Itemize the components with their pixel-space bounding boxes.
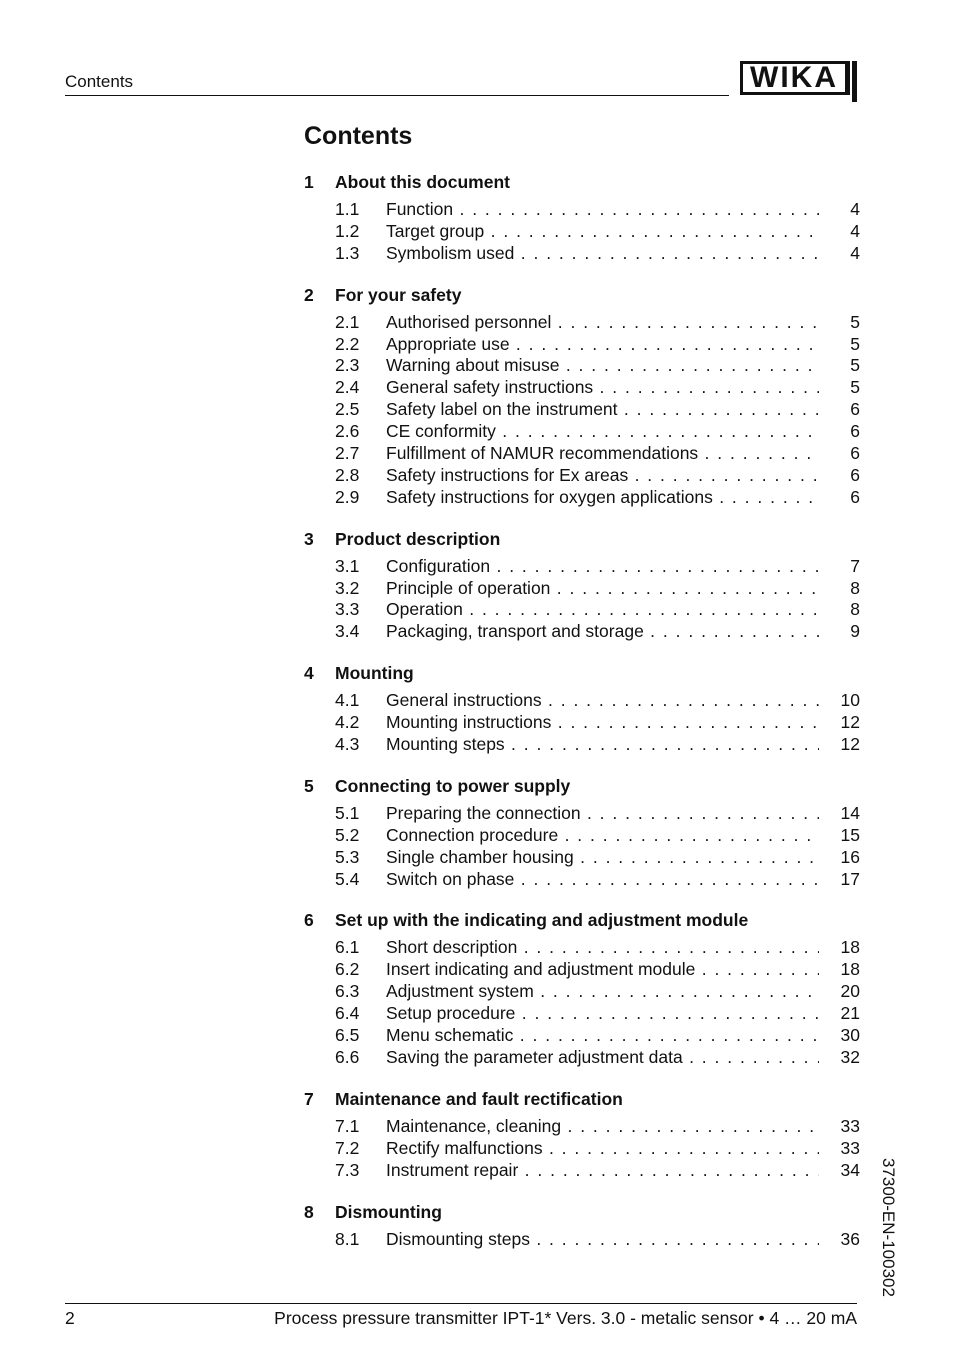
toc-entry-title: Operation . . . <box>386 599 819 621</box>
toc-entry-number: 2.7 <box>335 443 360 464</box>
footer-document-title: Process pressure transmitter IPT-1* Vers. 3.0 - metalic sensor • 4 … 20 mA <box>274 1308 857 1328</box>
toc-entry[interactable] <box>304 1025 860 1047</box>
toc-entry-title: Packaging, transport and storage . . . <box>386 621 819 643</box>
wika-logo-bar <box>852 61 857 102</box>
toc-entry-title: Switch on phase . . . <box>386 869 819 891</box>
toc-entry-number: 6.1 <box>335 937 360 958</box>
toc-entry[interactable] <box>304 377 860 399</box>
toc-entry-title: Instrument repair . . . <box>386 1160 819 1182</box>
toc-entry-title: Mounting steps . . . <box>386 734 819 756</box>
toc-entry-title: Menu schematic . . . <box>386 1025 819 1047</box>
toc-entry[interactable] <box>304 199 860 221</box>
toc-entry-number: 6.5 <box>335 1025 360 1046</box>
toc-entry-number: 2.1 <box>335 311 360 332</box>
toc-section-title: Maintenance and fault rectification <box>335 1088 623 1109</box>
toc-entry-title: CE conformity . . . <box>386 421 819 443</box>
toc-section-title: Connecting to power supply <box>335 775 571 796</box>
toc-entry-number: 3.3 <box>335 599 360 620</box>
toc-entry-page: 34 <box>840 1159 860 1180</box>
toc-entry-page: 33 <box>840 1137 860 1158</box>
toc-entry[interactable] <box>304 869 860 891</box>
toc-entry[interactable] <box>304 690 860 712</box>
toc-section-heading[interactable] <box>304 662 860 684</box>
toc-entry[interactable] <box>304 243 860 265</box>
toc-section-number: 7 <box>304 1088 314 1109</box>
toc-entry-title: General safety instructions . . . <box>386 377 819 399</box>
toc-entry-page: 4 <box>850 199 860 219</box>
toc-entry-title: Adjustment system . . . <box>386 981 819 1003</box>
toc-entry-title: Symbolism used . . . <box>386 243 819 265</box>
toc-section <box>304 284 860 509</box>
toc-section <box>304 909 860 1068</box>
toc-entry-number: 4.2 <box>335 712 360 733</box>
toc-section-heading[interactable] <box>304 1088 860 1110</box>
toc-entry[interactable] <box>304 959 860 981</box>
toc-section-number: 2 <box>304 284 314 305</box>
toc-entry[interactable] <box>304 1047 860 1069</box>
toc-section <box>304 1088 860 1182</box>
table-of-contents <box>304 171 860 1269</box>
toc-entry-page: 4 <box>850 220 860 241</box>
toc-entry-page: 5 <box>850 333 860 354</box>
toc-section-heading[interactable] <box>304 171 860 193</box>
toc-section <box>304 171 860 265</box>
toc-entry[interactable] <box>304 443 860 465</box>
toc-entry-page: 6 <box>850 443 860 464</box>
toc-section-title: Mounting <box>335 663 414 684</box>
toc-entry-number: 6.6 <box>335 1046 360 1067</box>
toc-entry-page: 6 <box>850 486 860 507</box>
toc-entry-page: 20 <box>840 981 860 1002</box>
toc-entry-number: 2.9 <box>335 486 360 507</box>
toc-entry-page: 6 <box>850 421 860 442</box>
toc-entry[interactable] <box>304 355 860 377</box>
toc-entry[interactable] <box>304 312 860 334</box>
wika-logo: WIKA <box>740 61 850 95</box>
toc-section-title: Product description <box>335 528 501 549</box>
toc-entry[interactable] <box>304 421 860 443</box>
toc-entry-title: General instructions . . . <box>386 690 819 712</box>
toc-entry[interactable] <box>304 399 860 421</box>
toc-section-number: 8 <box>304 1201 314 1222</box>
toc-entry-number: 2.8 <box>335 464 360 485</box>
toc-entry-number: 2.4 <box>335 377 360 398</box>
toc-entry[interactable] <box>304 556 860 578</box>
footer-page-number: 2 <box>65 1308 75 1328</box>
toc-entry-page: 5 <box>850 377 860 398</box>
toc-entry-number: 7.2 <box>335 1137 360 1158</box>
toc-entry[interactable] <box>304 981 860 1003</box>
toc-entry-number: 6.4 <box>335 1003 360 1024</box>
header-rule <box>65 95 729 96</box>
toc-entry-title: Dismounting steps . . . <box>386 1229 819 1251</box>
toc-entry[interactable] <box>304 1138 860 1160</box>
toc-entry-page: 8 <box>850 599 860 620</box>
toc-entry[interactable] <box>304 1003 860 1025</box>
toc-section-title: Set up with the indicating and adjustment module <box>335 910 749 931</box>
toc-section-number: 6 <box>304 910 314 931</box>
toc-section-number: 4 <box>304 663 314 684</box>
toc-section <box>304 528 860 644</box>
page-title: Contents <box>304 122 413 150</box>
toc-entry-title: Short description . . . <box>386 937 819 959</box>
toc-entry[interactable] <box>304 599 860 621</box>
toc-entry-number: 5.3 <box>335 846 360 867</box>
footer-rule <box>65 1303 857 1304</box>
toc-entry-title: Single chamber housing . . . <box>386 847 819 869</box>
toc-entry-title: Maintenance, cleaning . . . <box>386 1116 819 1138</box>
toc-section-heading[interactable] <box>304 1201 860 1223</box>
toc-section <box>304 775 860 891</box>
toc-section-heading[interactable] <box>304 909 860 931</box>
toc-entry-title: Warning about misuse . . . <box>386 355 819 377</box>
toc-entry-page: 7 <box>850 555 860 576</box>
toc-entry-title: Safety label on the instrument . . . <box>386 399 819 421</box>
toc-entry-page: 36 <box>840 1228 860 1249</box>
toc-entry-number: 4.3 <box>335 734 360 755</box>
toc-entry-page: 6 <box>850 399 860 420</box>
toc-entry[interactable] <box>304 1229 860 1251</box>
toc-entry-page: 5 <box>850 355 860 376</box>
toc-entry-page: 5 <box>850 311 860 332</box>
toc-entry-number: 2.3 <box>335 355 360 376</box>
toc-section-number: 5 <box>304 775 314 796</box>
toc-entry-title: Saving the parameter adjustment data . . . <box>386 1047 819 1069</box>
toc-section-heading[interactable] <box>304 528 860 550</box>
toc-entry-number: 5.4 <box>335 868 360 889</box>
toc-entry-title: Mounting instructions . . . <box>386 712 819 734</box>
toc-entry-page: 8 <box>850 577 860 598</box>
toc-entry-page: 30 <box>840 1025 860 1046</box>
toc-entry[interactable] <box>304 937 860 959</box>
toc-section-number: 1 <box>304 172 314 192</box>
toc-entry-title: Rectify malfunctions . . . <box>386 1138 819 1160</box>
toc-entry-number: 6.3 <box>335 981 360 1002</box>
toc-entry-title: Safety instructions for oxygen applications . . . <box>386 487 819 509</box>
running-header-label: Contents <box>65 72 134 91</box>
toc-entry-page: 33 <box>840 1115 860 1136</box>
toc-entry-page: 21 <box>840 1003 860 1024</box>
toc-entry-title: Principle of operation . . . <box>386 578 819 600</box>
toc-entry-number: 8.1 <box>335 1228 360 1249</box>
document-code: 37300-EN-100302 <box>879 1158 898 1297</box>
toc-section <box>304 1201 860 1251</box>
toc-entry-number: 7.3 <box>335 1159 360 1180</box>
toc-entry-title: Appropriate use . . . <box>386 334 819 356</box>
toc-section-heading[interactable] <box>304 284 860 306</box>
toc-entry-number: 4.1 <box>335 690 360 711</box>
toc-entry-page: 9 <box>850 621 860 642</box>
toc-entry-page: 6 <box>850 464 860 485</box>
toc-section-heading[interactable] <box>304 775 860 797</box>
toc-entry-title: Configuration . . . <box>386 556 819 578</box>
toc-entry[interactable] <box>304 465 860 487</box>
toc-entry-page: 18 <box>840 959 860 980</box>
toc-section-title: Dismounting <box>335 1201 442 1222</box>
toc-entry-page: 18 <box>840 937 860 958</box>
toc-entry-page: 14 <box>840 802 860 823</box>
toc-entry-number: 5.1 <box>335 802 360 823</box>
toc-entry[interactable] <box>304 221 860 243</box>
toc-entry[interactable] <box>304 1116 860 1138</box>
toc-entry[interactable] <box>304 734 860 756</box>
toc-entry[interactable] <box>304 712 860 734</box>
toc-entry[interactable] <box>304 621 860 643</box>
toc-section-title: About this document <box>335 172 510 192</box>
toc-section-title: For your safety <box>335 284 462 305</box>
toc-entry-page: 16 <box>840 846 860 867</box>
toc-entry-number: 1.2 <box>335 220 360 241</box>
toc-entry-number: 5.2 <box>335 824 360 845</box>
toc-entry-number: 1.3 <box>335 242 360 263</box>
toc-entry-page: 32 <box>840 1046 860 1067</box>
toc-entry-title: Target group . . . <box>386 221 819 243</box>
toc-entry-title: Connection procedure . . . <box>386 825 819 847</box>
toc-entry-page: 15 <box>840 824 860 845</box>
toc-entry[interactable] <box>304 825 860 847</box>
toc-entry-page: 4 <box>850 242 860 263</box>
toc-entry-number: 2.6 <box>335 421 360 442</box>
toc-entry-page: 12 <box>840 712 860 733</box>
toc-entry-title: Authorised personnel . . . <box>386 312 819 334</box>
toc-entry-number: 3.4 <box>335 621 360 642</box>
toc-entry-title: Setup procedure . . . <box>386 1003 819 1025</box>
toc-entry-title: Insert indicating and adjustment module . . . <box>386 959 819 981</box>
toc-entry-page: 12 <box>840 734 860 755</box>
toc-entry[interactable] <box>304 847 860 869</box>
toc-entry[interactable] <box>304 334 860 356</box>
toc-entry-number: 6.2 <box>335 959 360 980</box>
toc-entry-number: 7.1 <box>335 1115 360 1136</box>
toc-entry[interactable] <box>304 1160 860 1182</box>
toc-entry-number: 1.1 <box>335 199 360 219</box>
toc-entry-number: 2.2 <box>335 333 360 354</box>
toc-entry-title: Safety instructions for Ex areas . . . <box>386 465 819 487</box>
toc-entry-page: 10 <box>840 690 860 711</box>
toc-entry[interactable] <box>304 803 860 825</box>
toc-entry-title: Function . . . <box>386 199 819 221</box>
toc-entry-number: 2.5 <box>335 399 360 420</box>
toc-entry-title: Fulfillment of NAMUR recommendations . . . <box>386 443 819 465</box>
toc-entry-title: Preparing the connection . . . <box>386 803 819 825</box>
toc-entry[interactable] <box>304 487 860 509</box>
toc-entry-number: 3.1 <box>335 555 360 576</box>
toc-entry-number: 3.2 <box>335 577 360 598</box>
toc-entry-page: 17 <box>840 868 860 889</box>
toc-entry[interactable] <box>304 578 860 600</box>
toc-section <box>304 662 860 756</box>
toc-section-number: 3 <box>304 528 314 549</box>
